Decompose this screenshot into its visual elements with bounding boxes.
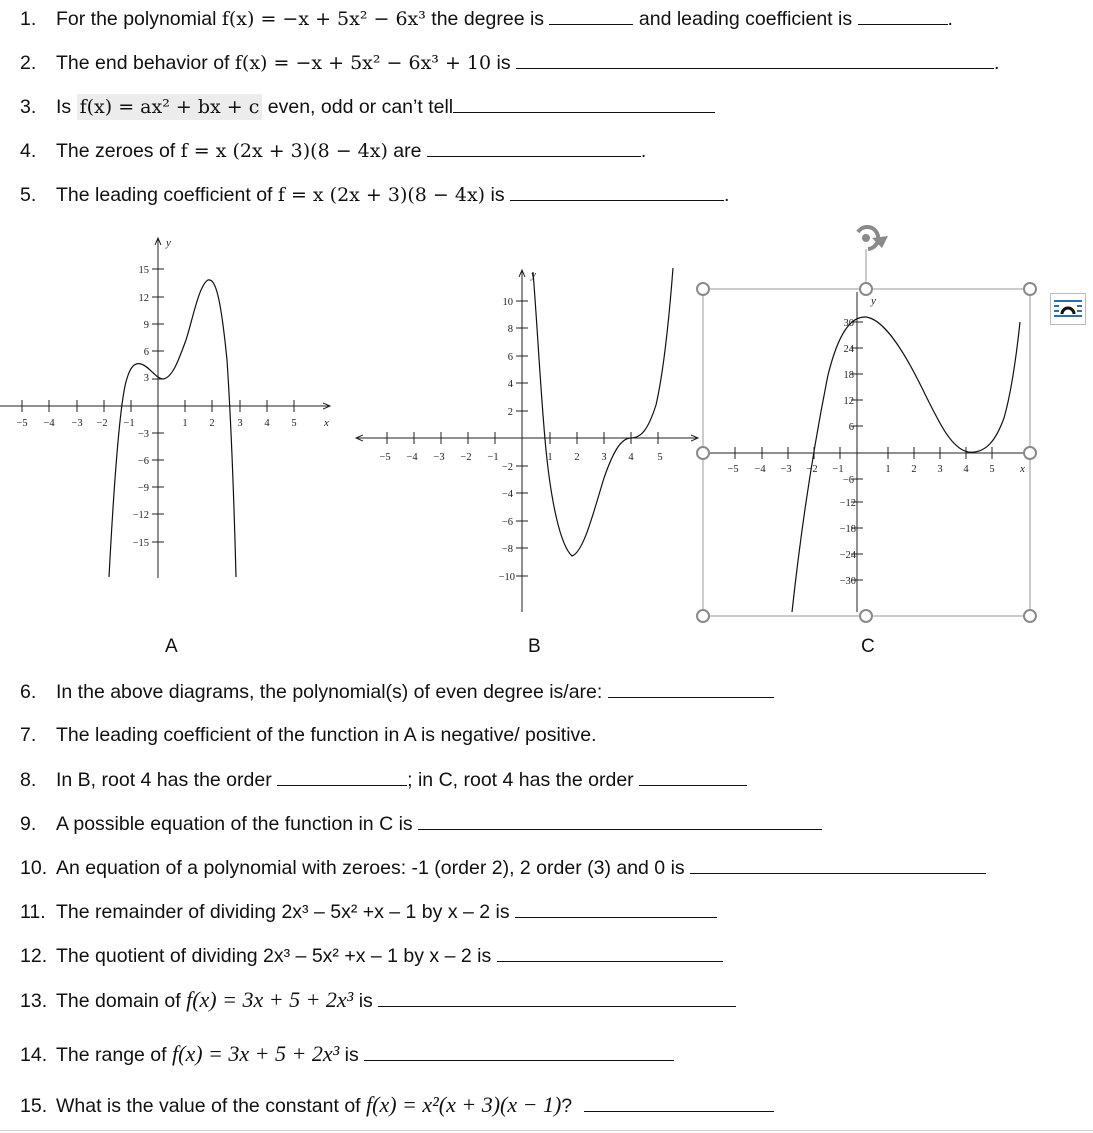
- resize-handle-ne[interactable]: [1024, 283, 1036, 295]
- x-tick-label: 1: [182, 418, 188, 429]
- question-number: 12.: [20, 945, 48, 967]
- graph-c-label: C: [861, 636, 875, 657]
- y-axis-label: y: [531, 269, 536, 281]
- graph-b-label: B: [528, 636, 541, 657]
- question-text: even, odd or can’t tell: [262, 96, 454, 118]
- y-tick-label: −2: [501, 462, 513, 473]
- x-tick-label: −5: [727, 464, 739, 475]
- y-tick-label: −8: [501, 544, 513, 555]
- x-tick-label: 4: [963, 464, 969, 475]
- y-tick-label: −24: [839, 550, 856, 561]
- question-text: is: [339, 1044, 365, 1066]
- question-text: ; in C, root 4 has the order: [407, 769, 640, 791]
- answer-blank[interactable]: [497, 943, 723, 962]
- y-tick-label: 6: [848, 422, 854, 433]
- x-tick-label: −1: [832, 464, 844, 475]
- y-tick-label: −3: [137, 429, 149, 440]
- question-number: 14.: [20, 1044, 48, 1066]
- resize-handle-nw[interactable]: [697, 283, 709, 295]
- y-tick-label: −12: [132, 510, 149, 521]
- x-tick-label: −1: [487, 452, 499, 463]
- resize-handle-w[interactable]: [697, 447, 709, 459]
- y-tick-label: 6: [507, 352, 513, 363]
- x-tick-label: −4: [406, 452, 418, 463]
- answer-blank[interactable]: [418, 811, 822, 830]
- graph-a: [0, 237, 330, 578]
- x-axis-label: x: [324, 417, 329, 429]
- y-tick-label: −12: [839, 498, 856, 509]
- question-text: .: [640, 140, 647, 162]
- question-number: 11.: [20, 901, 46, 923]
- question-9: [20, 811, 822, 836]
- x-tick-label: 3: [937, 464, 943, 475]
- question-text: The range of: [56, 1044, 172, 1066]
- question-13: [20, 988, 736, 1013]
- answer-blank[interactable]: [277, 767, 407, 786]
- question-number: 6.: [20, 681, 37, 703]
- y-tick-label: −18: [839, 524, 856, 535]
- question-number: 13.: [20, 990, 48, 1012]
- y-tick-label: −30: [839, 576, 856, 587]
- x-tick-label: 5: [989, 464, 995, 475]
- question-15: [20, 1093, 774, 1118]
- x-tick-label: −2: [806, 464, 818, 475]
- y-tick-label: 15: [138, 265, 149, 276]
- math-expression: f(x) = −x + 5x² − 6x³ + 10: [234, 52, 492, 74]
- answer-blank[interactable]: [690, 855, 986, 874]
- curve-c: [792, 317, 1020, 612]
- question-text: An equation of a polynomial with zeroes: -1 (order 2), 2 order (3) and 0 is: [56, 857, 691, 879]
- x-tick-label: 4: [264, 418, 270, 429]
- graph-c: [697, 227, 1036, 622]
- layout-options-icon[interactable]: [1050, 293, 1086, 325]
- y-tick-label: 8: [507, 324, 513, 335]
- question-text: The domain of: [56, 990, 187, 1012]
- question-text: are: [387, 140, 427, 162]
- x-tick-label: 1: [547, 452, 553, 463]
- y-tick-label: 30: [843, 318, 854, 329]
- question-number: 10.: [20, 857, 48, 879]
- question-number: 9.: [20, 813, 37, 835]
- question-number: 2.: [20, 52, 37, 74]
- question-14: [20, 1042, 674, 1067]
- y-tick-label: 2: [507, 407, 513, 418]
- question-text: is: [485, 184, 511, 206]
- x-tick-label: 4: [628, 452, 634, 463]
- question-7: [20, 723, 597, 747]
- resize-handle-n[interactable]: [860, 283, 872, 295]
- math-expression: f(x) = ax² + bx + c: [77, 94, 263, 120]
- x-tick-label: −2: [96, 418, 108, 429]
- y-tick-label: 12: [843, 396, 854, 407]
- question-number: 3.: [20, 96, 37, 118]
- y-tick-label: 18: [843, 370, 854, 381]
- x-tick-label: −5: [16, 418, 28, 429]
- resize-handle-se[interactable]: [1024, 610, 1036, 622]
- x-tick-label: 3: [237, 418, 243, 429]
- x-tick-label: 5: [657, 452, 663, 463]
- x-tick-label: −3: [780, 464, 792, 475]
- x-tick-label: 2: [209, 418, 215, 429]
- y-tick-label: −9: [137, 483, 149, 494]
- graph-a-label: A: [165, 636, 178, 657]
- x-tick-label: 5: [291, 418, 297, 429]
- y-axis-label: y: [166, 237, 171, 249]
- y-tick-label: −6: [842, 475, 854, 486]
- y-tick-label: 10: [502, 297, 513, 308]
- question-text: .: [947, 8, 953, 30]
- question-text: For the polynomial: [56, 8, 222, 30]
- question-text: What is the value of the constant of: [56, 1095, 367, 1117]
- x-tick-label: −4: [43, 418, 55, 429]
- y-tick-label: 24: [843, 344, 854, 355]
- resize-handle-e[interactable]: [1024, 447, 1036, 459]
- x-tick-label: 1: [885, 464, 891, 475]
- question-10: [20, 855, 986, 880]
- y-tick-label: 6: [143, 347, 149, 358]
- answer-blank[interactable]: [639, 767, 747, 786]
- x-tick-label: −1: [123, 418, 135, 429]
- question-text: A possible equation of the function in C is: [56, 813, 419, 835]
- y-tick-label: −15: [132, 538, 149, 549]
- question-text: Is: [56, 96, 77, 118]
- answer-blank[interactable]: [515, 899, 717, 918]
- x-tick-label: −3: [433, 452, 445, 463]
- x-tick-label: 2: [911, 464, 917, 475]
- question-text: and leading coefficient is: [633, 8, 858, 30]
- question-text: ?: [561, 1095, 573, 1117]
- math-expression: f(x) = x²(x + 3)(x − 1): [366, 1092, 562, 1117]
- resize-handle-s[interactable]: [860, 610, 872, 622]
- y-tick-label: −10: [498, 572, 515, 583]
- y-tick-label: 9: [143, 320, 149, 331]
- question-text: is: [491, 52, 517, 74]
- question-11: [20, 899, 717, 924]
- curve-b: [533, 268, 673, 556]
- page-bottom-divider: [0, 1130, 1093, 1131]
- question-text: The end behavior of: [56, 52, 235, 74]
- y-tick-label: 3: [143, 373, 149, 384]
- question-number: 7.: [20, 724, 37, 746]
- question-12: [20, 943, 723, 968]
- math-expression: f(x) = 3x + 5 + 2x³: [186, 987, 354, 1012]
- question-number: 15.: [20, 1095, 48, 1117]
- question-text: The leading coefficient of: [56, 184, 278, 206]
- answer-blank[interactable]: [584, 1093, 774, 1112]
- x-tick-label: −2: [460, 452, 472, 463]
- question-text: the degree is: [425, 8, 550, 30]
- question-number: 1.: [20, 8, 37, 30]
- rotate-handle-icon[interactable]: [858, 227, 888, 249]
- x-axis-label: x: [1020, 463, 1025, 475]
- y-tick-label: 4: [507, 379, 513, 390]
- question-number: 4.: [20, 140, 37, 162]
- question-8: [20, 767, 747, 792]
- question-text: In the above diagrams, the polynomial(s) of even degree is/are:: [56, 681, 608, 703]
- question-text: .: [994, 52, 1000, 74]
- question-text: is: [353, 990, 379, 1012]
- resize-handle-sw[interactable]: [697, 610, 709, 622]
- graph-b: [356, 268, 698, 612]
- layout-options-glyph: [1051, 294, 1085, 324]
- question-6: [20, 679, 774, 704]
- x-tick-label: 3: [601, 452, 607, 463]
- question-number: 5.: [20, 184, 37, 206]
- y-tick-label: −4: [501, 489, 513, 500]
- question-text: In B, root 4 has the order: [56, 769, 278, 791]
- x-tick-label: −4: [754, 464, 766, 475]
- question-text: The leading coefficient of the function in A is negative/ positive.: [56, 724, 597, 746]
- math-expression: f(x) = 3x + 5 + 2x³: [172, 1041, 340, 1066]
- y-axis-label: y: [871, 295, 876, 307]
- answer-blank[interactable]: [378, 988, 736, 1007]
- math-expression: f(x) = −x + 5x² − 6x³: [221, 8, 426, 30]
- x-tick-label: 2: [574, 452, 580, 463]
- y-tick-label: −6: [137, 456, 149, 467]
- y-tick-label: −6: [501, 517, 513, 528]
- question-text: .: [724, 184, 730, 206]
- answer-blank[interactable]: [364, 1042, 674, 1061]
- math-expression: f = x (2x + 3)(8 − 4x): [180, 140, 388, 162]
- question-text: The quotient of dividing 2x³ – 5x² +x – 1 by x – 2 is: [56, 945, 497, 967]
- x-tick-label: −5: [379, 452, 391, 463]
- math-expression: f = x (2x + 3)(8 − 4x): [277, 184, 486, 206]
- question-number: 8.: [20, 769, 37, 791]
- y-tick-label: 12: [138, 293, 149, 304]
- question-text: The zeroes of: [56, 140, 181, 162]
- question-text: The remainder of dividing 2x³ – 5x² +x – 1 by x – 2 is: [56, 901, 516, 923]
- answer-blank[interactable]: [608, 679, 774, 698]
- x-tick-label: −3: [71, 418, 83, 429]
